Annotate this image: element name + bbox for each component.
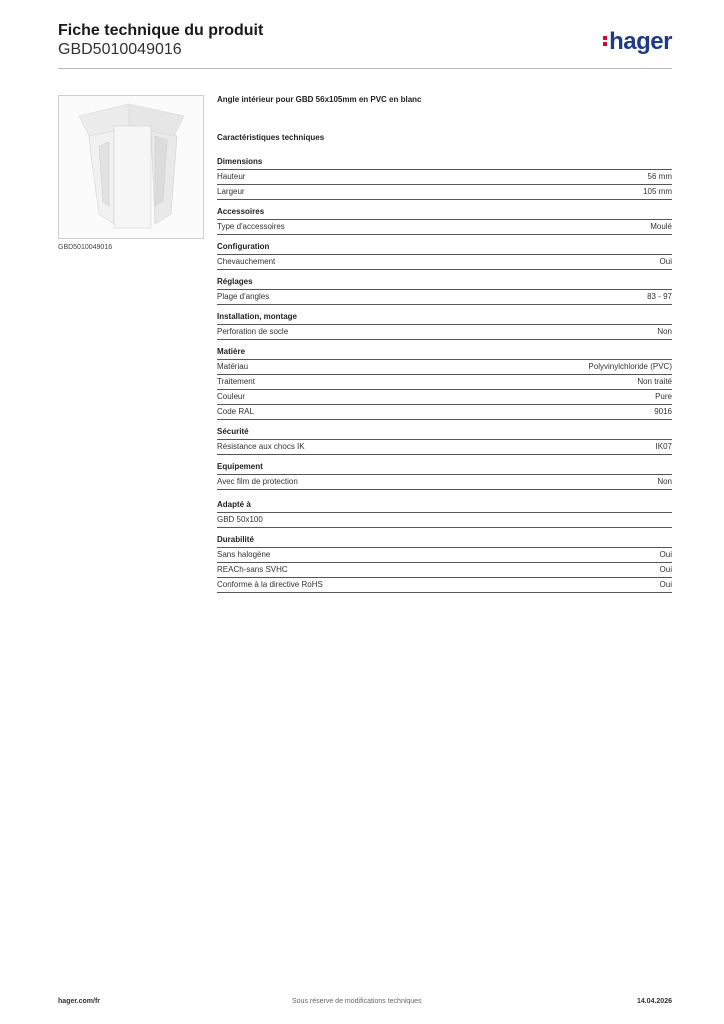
spec-section	[217, 157, 672, 200]
spec-value: Oui	[659, 565, 672, 574]
logo-text: hager	[609, 28, 672, 55]
spec-label: Largeur	[217, 187, 245, 196]
spec-value: Non	[657, 327, 672, 336]
spec-row	[217, 289, 672, 305]
section-title: Réglages	[217, 277, 253, 286]
header-divider	[58, 68, 672, 69]
spec-label: Code RAL	[217, 407, 254, 416]
spec-section	[217, 312, 672, 340]
section-title: Durabilité	[217, 535, 254, 544]
spec-label: Couleur	[217, 392, 246, 401]
section-title: Configuration	[217, 242, 270, 251]
spec-row	[217, 577, 672, 593]
spec-row	[217, 169, 672, 184]
section-title: Adapté à	[217, 500, 251, 509]
spec-label: Type d'accessoires	[217, 222, 285, 231]
spec-label: Perforation de socle	[217, 327, 289, 336]
section-title: Installation, montage	[217, 312, 298, 321]
footer-website-link[interactable]: hager.com/fr	[58, 998, 101, 1005]
spec-row	[217, 374, 672, 389]
spec-sections	[217, 157, 672, 593]
spec-section	[217, 347, 672, 420]
spec-row	[217, 359, 672, 374]
spec-label: Hauteur	[217, 172, 246, 181]
spec-row	[217, 474, 672, 490]
spec-value: Pure	[655, 392, 672, 401]
spec-section	[217, 207, 672, 235]
product-image	[58, 95, 204, 239]
product-description: Angle intérieur pour GBD 56x105mm en PVC en blanc	[217, 95, 422, 104]
spec-label: Chevauchement	[217, 257, 276, 266]
spec-row	[217, 184, 672, 200]
spec-row	[217, 512, 672, 528]
spec-value: Polyvinylchloride (PVC)	[588, 362, 672, 371]
spec-row	[217, 254, 672, 270]
spec-label: REACh-sans SVHC	[217, 565, 288, 574]
spec-value: Oui	[659, 580, 672, 589]
spec-row	[217, 404, 672, 420]
spec-value: 105 mm	[643, 187, 672, 196]
image-caption: GBD5010049016	[58, 244, 113, 251]
characteristics-title: Caractéristiques techniques	[217, 133, 325, 142]
spec-row	[217, 547, 672, 562]
spec-section	[217, 535, 672, 593]
spec-section	[217, 500, 672, 528]
spec-value: Non traité	[637, 377, 672, 386]
spec-value: 56 mm	[647, 172, 672, 181]
spec-label: Conforme à la directive RoHS	[217, 580, 323, 589]
spec-row	[217, 324, 672, 340]
spec-label: Traitement	[217, 377, 255, 386]
spec-label: Sans halogène	[217, 550, 271, 559]
hager-logo	[603, 28, 672, 56]
section-title: Matière	[217, 347, 246, 356]
spec-row	[217, 219, 672, 235]
page-header	[58, 22, 263, 60]
spec-row	[217, 562, 672, 577]
section-title: Equipement	[217, 462, 263, 471]
logo-dots-icon	[603, 34, 608, 48]
footer-date: 14.04.2026	[636, 998, 672, 1005]
spec-section	[217, 277, 672, 305]
section-title: Sécurité	[217, 427, 249, 436]
spec-value: 83 - 97	[647, 292, 672, 301]
spec-content	[217, 95, 672, 600]
spec-label: Matériau	[217, 362, 249, 371]
spec-value: Oui	[659, 550, 672, 559]
footer-disclaimer: Sous réserve de modifications techniques	[292, 998, 422, 1005]
spec-section	[217, 462, 672, 490]
spec-section	[217, 242, 672, 270]
spec-value: Moulé	[650, 222, 672, 231]
spec-label: Résistance aux chocs IK	[217, 442, 305, 451]
page-title: Fiche technique du produit	[58, 22, 264, 39]
spec-label: Plage d'angles	[217, 292, 270, 301]
spec-value: 9016	[654, 407, 672, 416]
spec-label: GBD 50x100	[217, 515, 263, 524]
spec-section	[217, 427, 672, 455]
spec-label: Avec film de protection	[217, 477, 298, 486]
spec-row	[217, 439, 672, 455]
product-angle-illustration	[59, 96, 203, 238]
spec-value: IK07	[655, 442, 672, 451]
spec-value: Non	[657, 477, 672, 486]
spec-value: Oui	[659, 257, 672, 266]
spec-row	[217, 389, 672, 404]
product-reference: GBD5010049016	[58, 41, 182, 58]
section-title: Accessoires	[217, 207, 265, 216]
section-title: Dimensions	[217, 157, 263, 166]
